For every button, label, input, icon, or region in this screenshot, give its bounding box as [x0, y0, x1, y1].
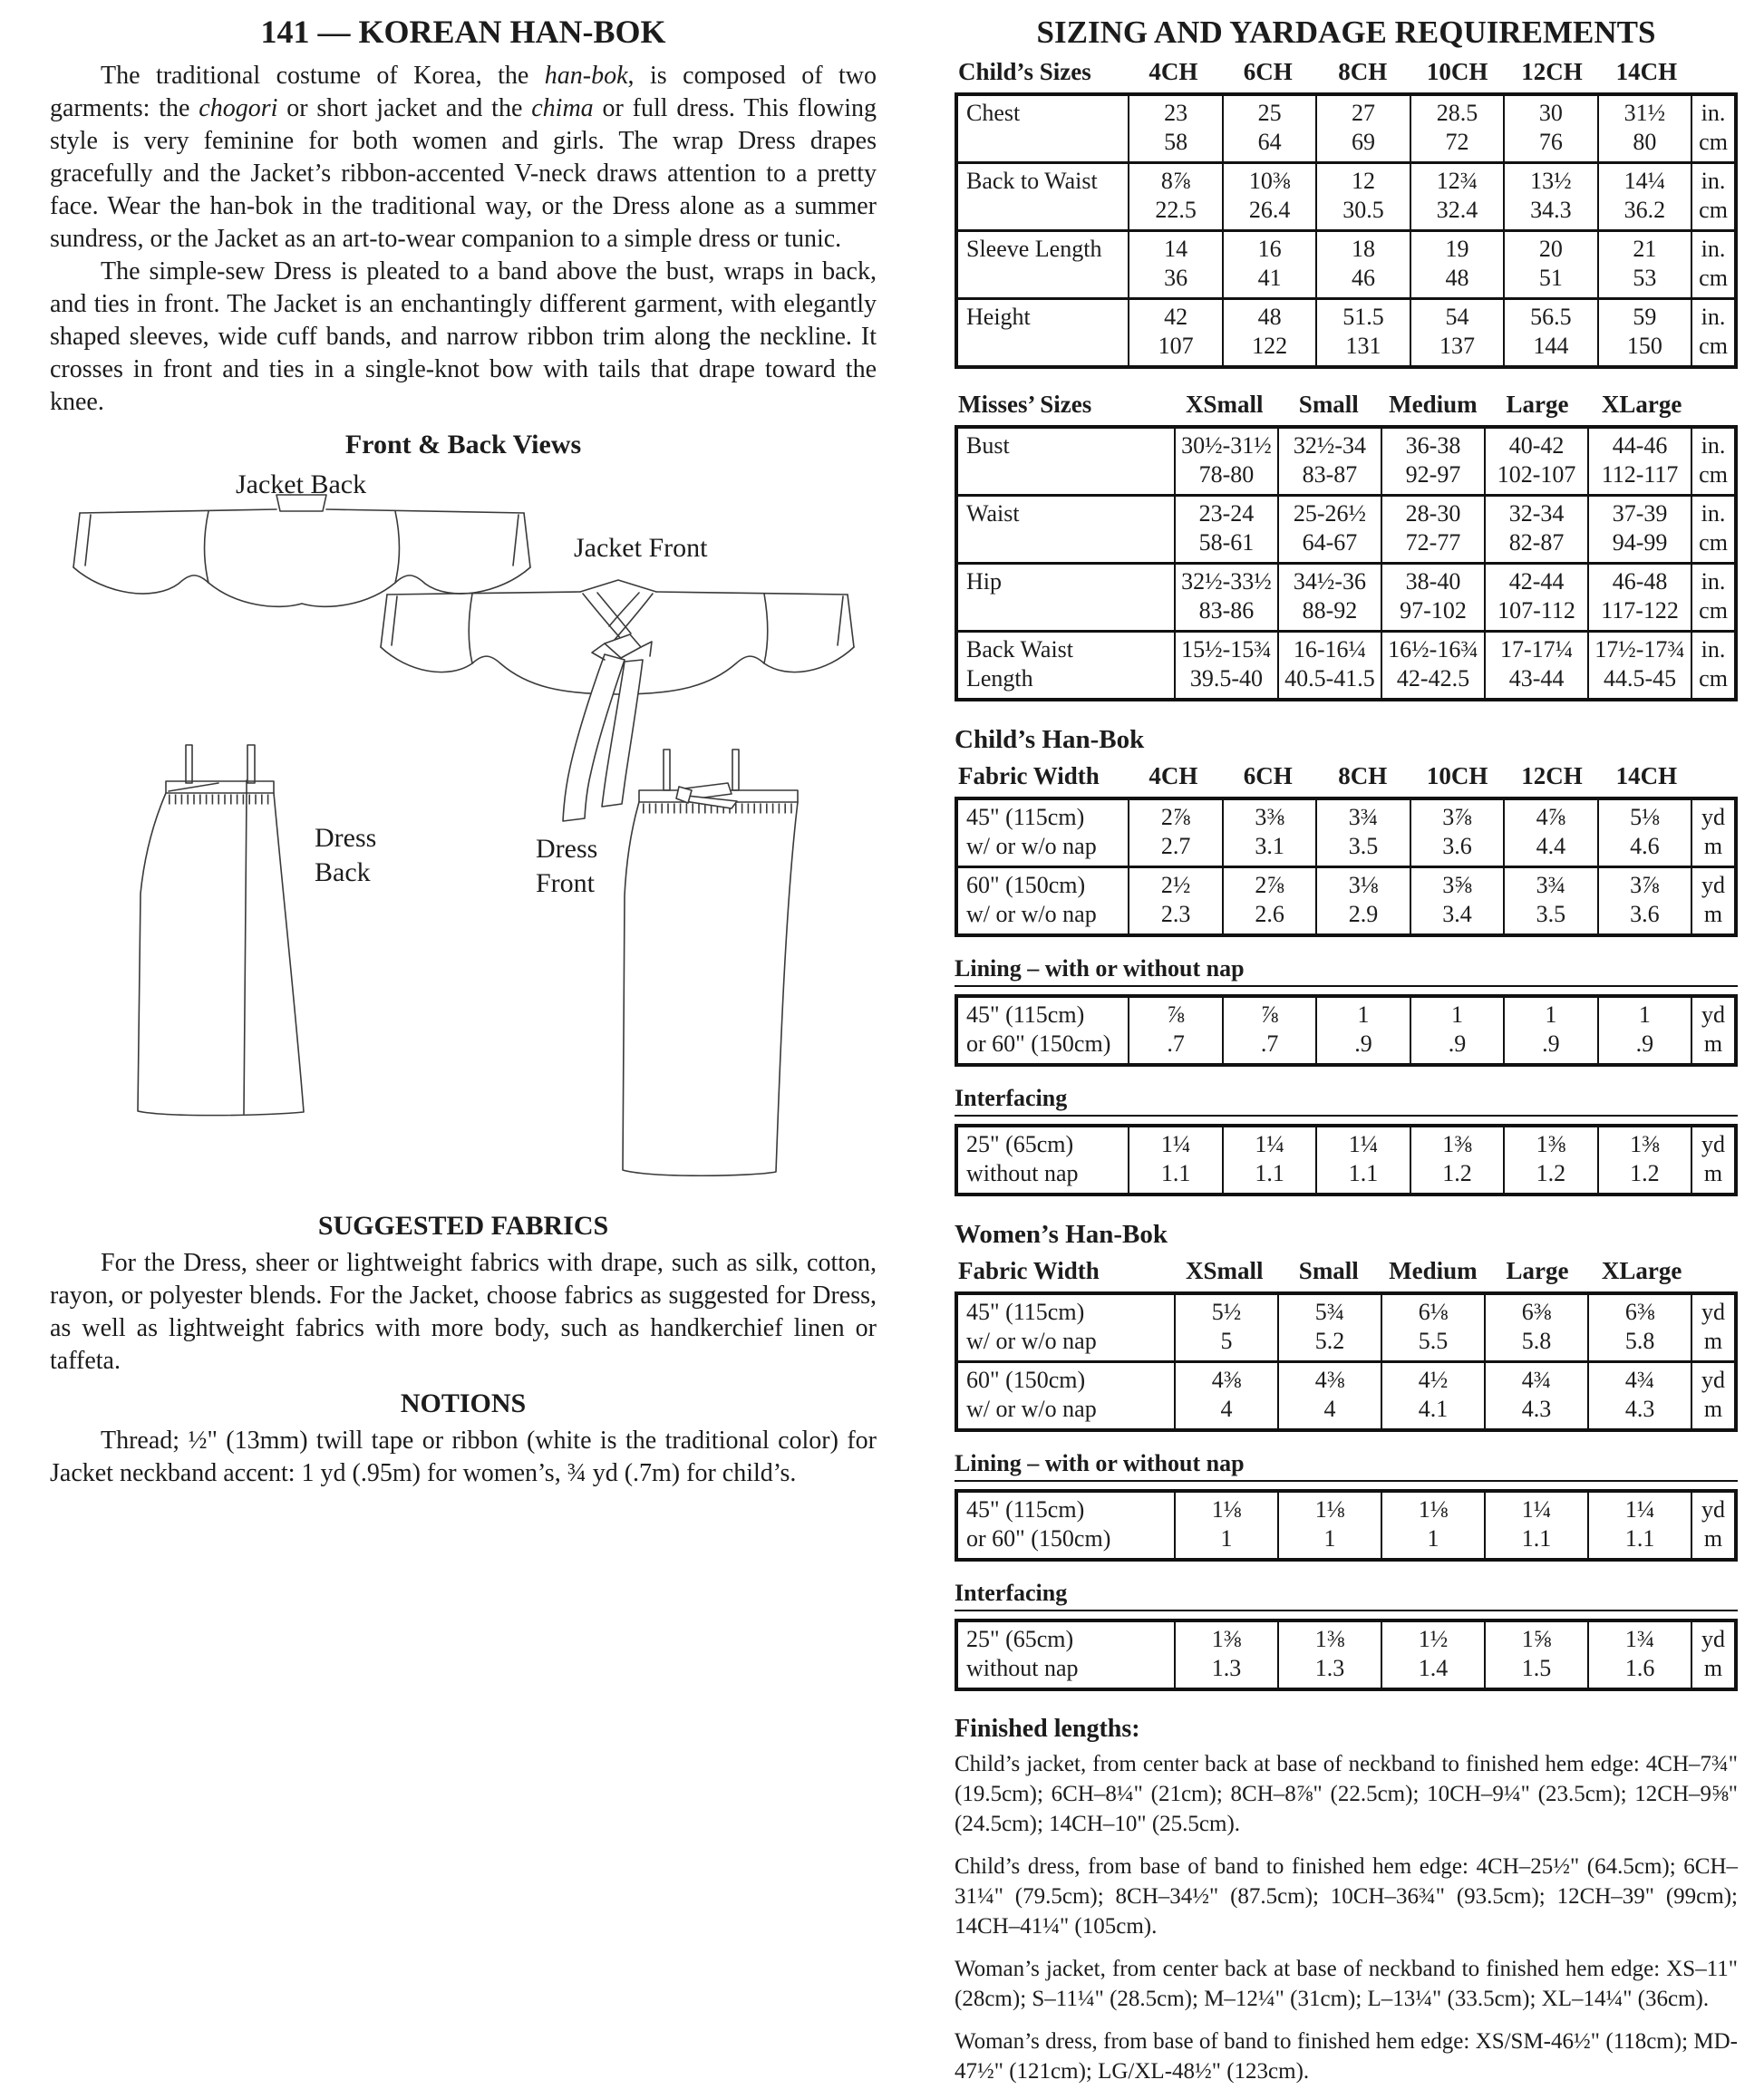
value-cell: 32-34 82-87 [1484, 494, 1587, 562]
value-cell: 3⅝ 3.4 [1410, 866, 1503, 933]
column-header: 8CH [1338, 58, 1388, 85]
womens-lining-heading: Lining – with or without nap [955, 1450, 1738, 1482]
value-cell: 32½-34 83-87 [1277, 429, 1381, 494]
value-cell: 14¼ 36.2 [1597, 161, 1691, 229]
womens-interfacing-heading: Interfacing [955, 1580, 1738, 1611]
row-label-cell: 45" (115cm) or 60" (150cm) [966, 1496, 1111, 1552]
value-cell: 36-38 92-97 [1381, 429, 1484, 494]
value-cell: 3⅜ 3.1 [1222, 800, 1315, 866]
value-cell: 4⅜ 4 [1174, 1360, 1277, 1428]
table-body [955, 994, 1738, 1067]
unit-cell: yd m [1691, 1127, 1734, 1193]
italic-term-chima: chima [531, 94, 594, 122]
views-heading: Front & Back Views [344, 430, 582, 459]
value-cell: 1 .9 [1503, 998, 1596, 1063]
finished-womans-dress: Woman’s dress, from base of band to finished hem edge: XS/SM-46½" (118cm); MD-47½" (121cm); LG/XL-48½" (123cm). [955, 2029, 1738, 2084]
value-cell: 1⅜ 1.3 [1174, 1622, 1277, 1688]
value-cell: 12 30.5 [1315, 161, 1409, 229]
column-header: Large [1506, 391, 1569, 418]
row-label-cell: 45" (115cm) w/ or w/o nap [966, 804, 1097, 859]
value-cell: 44-46 112-117 [1587, 429, 1691, 494]
value-cell: 46-48 117-122 [1587, 562, 1691, 630]
dress-front-label-line1: Dress [536, 834, 598, 864]
value-cell: 12¾ 32.4 [1410, 161, 1503, 229]
childs-lining-table [955, 994, 1738, 1067]
value-cell: 48 122 [1222, 297, 1315, 365]
value-cell: 4⅜ 4 [1277, 1360, 1381, 1428]
value-cell: 14 36 [1128, 229, 1221, 297]
dress-back-label-line1: Dress [315, 823, 377, 853]
value-cell: 1⅛ 1 [1174, 1493, 1277, 1558]
value-cell: 59 150 [1597, 297, 1691, 365]
table-body [955, 1124, 1738, 1196]
childs-sizes-table [955, 58, 1738, 369]
column-header: Small [1298, 391, 1359, 418]
table-body [955, 92, 1738, 369]
table-header-row [955, 58, 1738, 86]
table-body [955, 797, 1738, 937]
table-label-header: Child’s Sizes [958, 58, 1091, 85]
row-label-cell: 25" (65cm) without nap [966, 1131, 1079, 1186]
value-cell: 5½ 5 [1174, 1295, 1277, 1360]
value-cell: 31½ 80 [1597, 96, 1691, 161]
column-header: 10CH [1426, 58, 1488, 85]
value-cell: 25 64 [1222, 96, 1315, 161]
value-cell: 28.5 72 [1410, 96, 1503, 161]
value-cell: 1¼ 1.1 [1587, 1493, 1691, 1558]
unit-cell: in. cm [1691, 229, 1734, 297]
column-header: Medium [1389, 391, 1478, 418]
value-cell: 30 76 [1503, 96, 1596, 161]
value-cell: 3⅞ 3.6 [1597, 866, 1691, 933]
value-cell: 8⅞ 22.5 [1128, 161, 1221, 229]
value-cell: 16 41 [1222, 229, 1315, 297]
dress-front-drawing [623, 750, 798, 1175]
unit-cell: in. cm [1691, 96, 1734, 161]
italic-term-chogori: chogori [199, 94, 278, 122]
row-label-cell: Back Waist Length [958, 630, 1174, 698]
value-cell: 1⅜ 1.2 [1410, 1127, 1503, 1193]
value-cell: 1¼ 1.1 [1315, 1127, 1409, 1193]
unit-cell: yd m [1691, 866, 1734, 933]
value-cell: 5⅛ 4.6 [1597, 800, 1691, 866]
value-cell: 3¾ 3.5 [1315, 800, 1409, 866]
value-cell: 21 53 [1597, 229, 1691, 297]
column-header: 14CH [1615, 762, 1678, 789]
finished-womans-jacket: Woman’s jacket, from center back at base of neckband to finished hem edge: XS–11" (28cm); S–11¼" (28.5cm); M–12¼" (31cm); L–13¼" (33.5cm); XL–14¼" (36cm). [955, 1957, 1738, 2011]
jacket-front-drawing [381, 580, 854, 821]
right-column [955, 0, 1738, 2099]
value-cell: 40-42 102-107 [1484, 429, 1587, 494]
value-cell: 1⅜ 1.2 [1503, 1127, 1596, 1193]
value-cell: 20 51 [1503, 229, 1596, 297]
table-body [955, 1619, 1738, 1691]
jacket-back-label: Jacket Back [236, 469, 367, 499]
column-header: XSmall [1185, 1257, 1264, 1284]
value-cell: ⅞ .7 [1222, 998, 1315, 1063]
unit-cell: in. cm [1691, 630, 1734, 698]
value-cell: 42 107 [1128, 297, 1221, 365]
jacket-back-drawing [73, 495, 530, 606]
value-cell: 1⅛ 1 [1277, 1493, 1381, 1558]
dress-back-label [315, 821, 376, 890]
value-cell: 1 .9 [1315, 998, 1409, 1063]
notions-paragraph: Thread; ½" (13mm) twill tape or ribbon (white is the traditional color) for Jacket neckband accent: 1 yd (.95m) for women’s, ¾ yd (.7m) for child’s. [50, 1427, 877, 1487]
notions-heading: NOTIONS [400, 1388, 527, 1418]
dress-back-drawing [138, 745, 304, 1116]
value-cell: 32½-33½ 83-86 [1174, 562, 1277, 630]
childs-lining-heading: Lining – with or without nap [955, 955, 1738, 987]
childs-interfacing-table [955, 1124, 1738, 1196]
value-cell: 1 .9 [1597, 998, 1691, 1063]
column-header: 12CH [1521, 58, 1583, 85]
row-label-cell: Hip [958, 562, 1174, 630]
value-cell: 16-16¼ 40.5-41.5 [1277, 630, 1381, 698]
row-label-cell: 45" (115cm) w/ or w/o nap [966, 1299, 1097, 1354]
unit-cell: yd m [1691, 1360, 1734, 1428]
value-cell: 16½-16¾ 42-42.5 [1381, 630, 1484, 698]
finished-lengths-heading: Finished lengths: [955, 1715, 1140, 1743]
value-cell: 10⅜ 26.4 [1222, 161, 1315, 229]
womens-interfacing-table [955, 1619, 1738, 1691]
value-cell: 15½-15¾ 39.5-40 [1174, 630, 1277, 698]
row-label-cell: Sleeve Length [958, 229, 1128, 297]
table-label-header: Fabric Width [958, 762, 1100, 789]
value-cell: 27 69 [1315, 96, 1409, 161]
childs-fabric-table [955, 762, 1738, 937]
table-header-row [955, 391, 1738, 419]
column-header: Large [1506, 1257, 1569, 1284]
table-label-header: Fabric Width [958, 1257, 1100, 1284]
column-header: 14CH [1615, 58, 1678, 85]
table-body [955, 1291, 1738, 1432]
table-header-row [955, 762, 1738, 790]
row-label-cell: 60" (150cm) w/ or w/o nap [958, 1360, 1174, 1428]
value-cell: 1⅜ 1.2 [1597, 1127, 1691, 1193]
finished-childs-dress: Child’s dress, from base of band to finished hem edge: 4CH–25½" (64.5cm); 6CH–31¼" (79.5cm); 8CH–34½" (87.5cm); 10CH–36¾" (93.5cm); 12CH–39" (99cm); 14CH–41¼" (105cm). [955, 1854, 1738, 1939]
intro-paragraph-1 [50, 60, 877, 256]
unit-cell: yd m [1691, 1622, 1734, 1688]
jacket-front-label: Jacket Front [574, 533, 708, 563]
value-cell: 18 46 [1315, 229, 1409, 297]
garment-illustrations [50, 466, 877, 1200]
value-cell: 2⅞ 2.6 [1222, 866, 1315, 933]
value-cell: 6⅛ 5.5 [1381, 1295, 1484, 1360]
table-header-row [955, 1257, 1738, 1285]
value-cell: 6⅜ 5.8 [1587, 1295, 1691, 1360]
value-cell: 4¾ 4.3 [1587, 1360, 1691, 1428]
value-cell: 3⅞ 3.6 [1410, 800, 1503, 866]
unit-cell: in. cm [1691, 429, 1734, 494]
intro-text: or short jacket and the [277, 94, 532, 122]
column-header: Small [1298, 1257, 1359, 1284]
column-header: 10CH [1426, 762, 1488, 789]
dress-front-label [536, 832, 597, 901]
column-header: 8CH [1338, 762, 1388, 789]
womens-lining-table [955, 1489, 1738, 1562]
value-cell: 1⅛ 1 [1381, 1493, 1484, 1558]
value-cell: 25-26½ 64-67 [1277, 494, 1381, 562]
fabrics-paragraph: For the Dress, sheer or lightweight fabrics with drape, such as silk, cotton, rayon, or polyester blends. For the Jacket, choose fabrics as suggested for Dress, as well as lightweight fabrics with more body, such as handkerchief linen or taffeta. [50, 1249, 877, 1375]
sizing-title: SIZING AND YARDAGE REQUIREMENTS [1036, 15, 1656, 50]
womens-hanbok-heading: Women’s Han-Bok [955, 1220, 1168, 1249]
value-cell: 17-17¼ 43-44 [1484, 630, 1587, 698]
row-label-cell: Chest [966, 100, 1021, 126]
left-column [50, 0, 877, 1490]
column-header: Medium [1389, 1257, 1478, 1284]
table-body [955, 1489, 1738, 1562]
value-cell: 1¾ 1.6 [1587, 1622, 1691, 1688]
column-header: XLarge [1601, 1257, 1682, 1284]
value-cell: 28-30 72-77 [1381, 494, 1484, 562]
unit-cell: in. cm [1691, 562, 1734, 630]
value-cell: 4⅞ 4.4 [1503, 800, 1596, 866]
value-cell: 5¾ 5.2 [1277, 1295, 1381, 1360]
misses-sizes-table [955, 391, 1738, 701]
fabrics-heading: SUGGESTED FABRICS [317, 1211, 609, 1241]
value-cell: 1⅜ 1.3 [1277, 1622, 1381, 1688]
value-cell: 6⅜ 5.8 [1484, 1295, 1587, 1360]
intro-text: , is composed of two garments: the [50, 62, 877, 122]
intro-text: The traditional costume of Korea, the [101, 62, 545, 90]
unit-cell: in. cm [1691, 161, 1734, 229]
unit-cell: in. cm [1691, 494, 1734, 562]
childs-hanbok-heading: Child’s Han-Bok [955, 725, 1145, 754]
womens-fabric-table [955, 1257, 1738, 1432]
value-cell: 1½ 1.4 [1381, 1622, 1484, 1688]
table-label-header: Misses’ Sizes [958, 391, 1092, 418]
value-cell: 2⅞ 2.7 [1128, 800, 1221, 866]
value-cell: 1 .9 [1410, 998, 1503, 1063]
value-cell: 23 58 [1128, 96, 1221, 161]
unit-cell: yd m [1691, 1493, 1734, 1558]
italic-term-hanbok: han-bok [544, 62, 628, 90]
dress-back-label-line2: Back [315, 857, 371, 887]
childs-interfacing-heading: Interfacing [955, 1085, 1738, 1117]
line-art-svg [50, 466, 877, 1200]
row-label-cell: 60" (150cm) w/ or w/o nap [958, 866, 1128, 933]
column-header: XLarge [1601, 391, 1682, 418]
dress-front-label-line2: Front [536, 868, 596, 898]
value-cell: 1¼ 1.1 [1128, 1127, 1221, 1193]
value-cell: 3⅛ 2.9 [1315, 866, 1409, 933]
intro-paragraph-2: The simple-sew Dress is pleated to a band above the bust, wraps in back, and ties in front. The Jacket is an enchantingly different garment, with elegantly shaped sleeves, wide cuff bands, and narrow ribbon trim along the neckline. It crosses in front and ties in a single-knot bow with tails that drape toward the knee. [50, 257, 877, 416]
value-cell: 30½-31½ 78-80 [1174, 429, 1277, 494]
value-cell: ⅞ .7 [1128, 998, 1221, 1063]
row-label-cell: 45" (115cm) or 60" (150cm) [966, 1001, 1111, 1057]
value-cell: 1¼ 1.1 [1484, 1493, 1587, 1558]
unit-cell: yd m [1691, 998, 1734, 1063]
value-cell: 1¼ 1.1 [1222, 1127, 1315, 1193]
value-cell: 17½-17¾ 44.5-45 [1587, 630, 1691, 698]
column-header: XSmall [1185, 391, 1264, 418]
unit-cell: yd m [1691, 1295, 1734, 1360]
value-cell: 4¾ 4.3 [1484, 1360, 1587, 1428]
finished-childs-jacket: Child’s jacket, from center back at base of neckband to finished hem edge: 4CH–7¾" (19.5cm); 6CH–8¼" (21cm); 8CH–8⅞" (22.5cm); 10CH–9¼" (23.5cm); 12CH–9⅝" (24.5cm); 14CH–10" (25.5cm). [955, 1752, 1738, 1836]
column-header: 12CH [1521, 762, 1583, 789]
value-cell: 37-39 94-99 [1587, 494, 1691, 562]
intro-text: or full dress. This flowing style is very feminine for both women and girls. The wrap Dress drapes gracefully and the Jacket’s ribbon-accented V-neck draws attention to a pretty face. Wear the han-bok in the traditional way, or the Dress alone as a summer sundress, or the Jacket as an art-to-wear companion to a simple dress or tunic. [50, 94, 877, 253]
value-cell: 1⅝ 1.5 [1484, 1622, 1587, 1688]
value-cell: 3¾ 3.5 [1503, 866, 1596, 933]
value-cell: 2½ 2.3 [1128, 866, 1221, 933]
row-label-cell: 25" (65cm) without nap [966, 1626, 1079, 1681]
value-cell: 42-44 107-112 [1484, 562, 1587, 630]
value-cell: 23-24 58-61 [1174, 494, 1277, 562]
value-cell: 38-40 97-102 [1381, 562, 1484, 630]
row-label-cell: Height [958, 297, 1128, 365]
row-label-cell: Back to Waist [958, 161, 1128, 229]
unit-cell: yd m [1691, 800, 1734, 866]
value-cell: 56.5 144 [1503, 297, 1596, 365]
value-cell: 51.5 131 [1315, 297, 1409, 365]
column-header: 4CH [1149, 58, 1198, 85]
row-label-cell: Waist [958, 494, 1174, 562]
table-body [955, 425, 1738, 701]
value-cell: 54 137 [1410, 297, 1503, 365]
value-cell: 19 48 [1410, 229, 1503, 297]
value-cell: 4½ 4.1 [1381, 1360, 1484, 1428]
value-cell: 13½ 34.3 [1503, 161, 1596, 229]
column-header: 6CH [1243, 58, 1293, 85]
column-header: 4CH [1149, 762, 1198, 789]
page-title: 141 — KOREAN HAN-BOK [260, 14, 666, 50]
row-label-cell: Bust [966, 432, 1010, 459]
value-cell: 34½-36 88-92 [1277, 562, 1381, 630]
column-header: 6CH [1243, 762, 1293, 789]
unit-cell: in. cm [1691, 297, 1734, 365]
